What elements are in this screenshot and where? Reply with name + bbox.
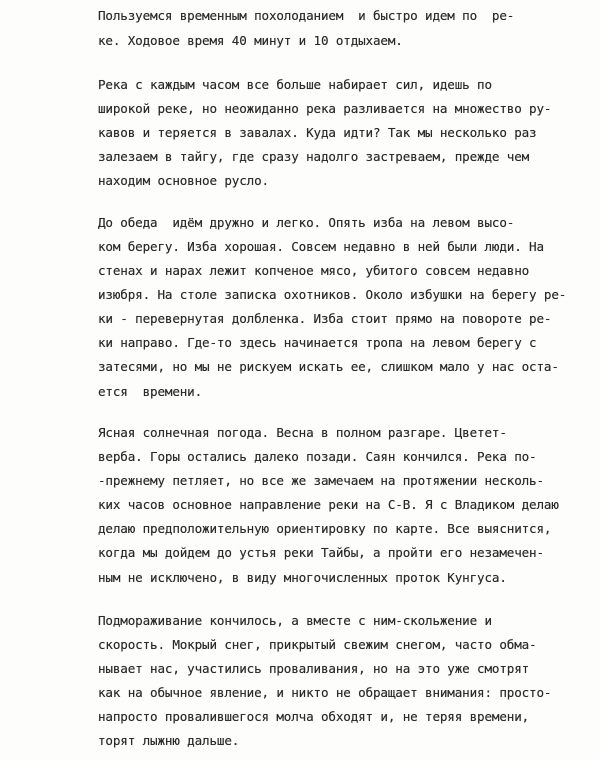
text-line: ком берегу. Изба хорошая. Совсем недавно в ней были люди. На — [98, 239, 544, 254]
text-line: ным не исключено, в виду многочисленных проток Кунгуса. — [98, 570, 507, 585]
text-line: Река с каждым часом все больше набирает сил, идешь по — [98, 77, 492, 92]
text-line: кавов и теряется в завалах. Куда идти? Так мы несколько раз — [98, 125, 537, 140]
text-line: Ясная солнечная погода. Весна в полном разгаре. Цветет- — [98, 425, 507, 440]
text-line: нывает нас, участились проваливания, но на это уже смотрят — [98, 661, 530, 676]
text-line: скорость. Мокрый снег, прикрытый свежим снегом, часто обма- — [98, 637, 537, 652]
text-line: -прежнему петляет, но все же замечаем на протяжении несколь- — [98, 473, 544, 488]
text-line: верба. Горы остались далеко позади. Саян кончился. Река по- — [98, 449, 537, 464]
text-line: ке. Ходовое время 40 минут и 10 отдыхаем. — [98, 33, 403, 48]
text-line: ется времени. — [98, 384, 203, 399]
text-line: широкой реке, но неожиданно река разливается на множество ру- — [98, 101, 552, 116]
text-line: когда мы дойдем до устья реки Тайбы, а пройти его незамечен- — [98, 545, 544, 560]
text-line: ки - перевернутая долбленка. Изба стоит прямо на повороте ре- — [98, 311, 552, 326]
text-line: ких часов основное направление реки на С-В. Я с Владиком делаю — [98, 497, 559, 512]
text-line: ки направо. Где-то здесь начинается тропа на левом берегу с — [98, 335, 537, 350]
text-line: напросто провалившегося молча обходят и, не теряя времени, — [98, 709, 530, 724]
text-line: залезаем в тайгу, где сразу надолго застреваем, прежде чем — [98, 149, 530, 164]
text-line: Пользуемся временным похолоданием и быстро идем по ре- — [98, 8, 515, 23]
text-line: как на обычное явление, и никто не обращает внимания: просто- — [98, 685, 552, 700]
text-line: изюбря. На столе записка охотников. Около избушки на берегу ре- — [98, 287, 567, 302]
text-line: торят лыжню дальше. — [98, 733, 240, 748]
text-line: стенах и нарах лежит копченое мясо, убитого совсем недавно — [98, 263, 530, 278]
text-line: делаю предположительную ориентировку по карте. Все выяснится, — [98, 521, 552, 536]
text-line: находим основное русло. — [98, 173, 269, 188]
text-line: До обеда идём дружно и легко. Опять изба на левом высо- — [98, 215, 515, 230]
text-line: Подмораживание кончилось, а вместе с ним-скольжение и — [98, 613, 492, 628]
text-line: затесями, но мы не рискуем искать ее, слишком мало у нас оста- — [98, 359, 559, 374]
